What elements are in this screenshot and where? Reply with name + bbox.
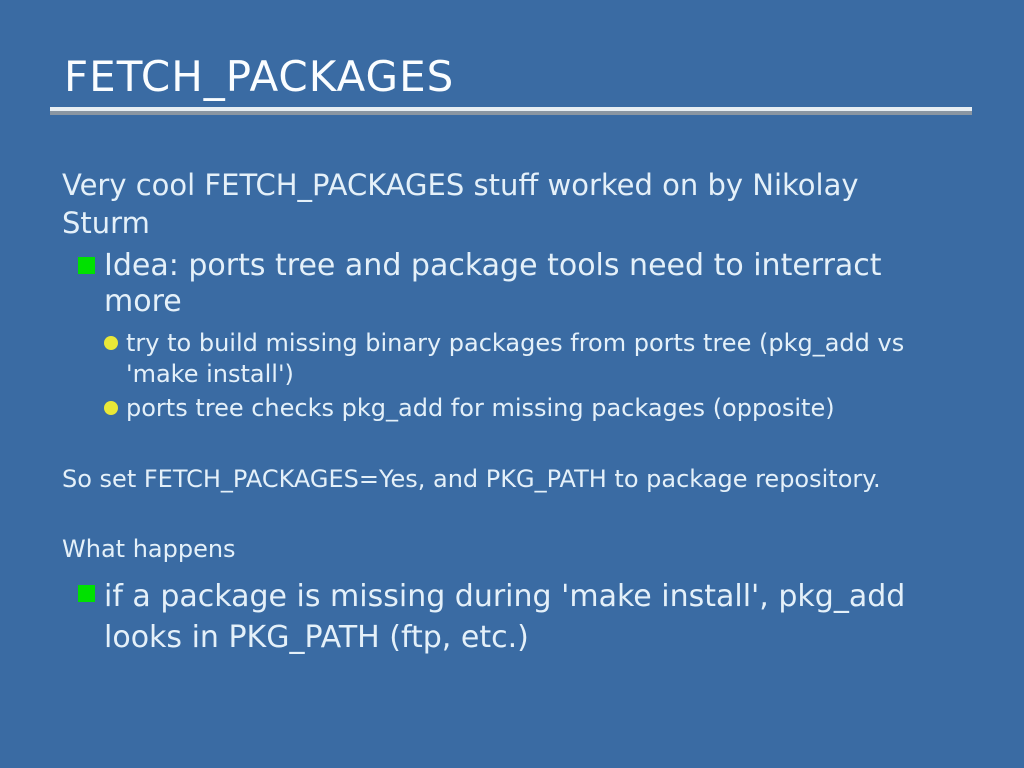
slide-title: FETCH_PACKAGES (64, 52, 455, 101)
title-underline-shadow-line (50, 111, 972, 115)
sub-bullet-line-1: ports tree checks pkg_add for missing packages (opposite) (126, 394, 835, 422)
sub-bullet-text (126, 393, 835, 424)
bullet-line-1: Idea: ports tree and package tools need to interract (104, 248, 882, 283)
yellow-circle-bullet-icon (104, 401, 118, 415)
title-underline (50, 107, 972, 115)
sub-bullet-text (126, 328, 904, 390)
sub-bullet-line-1: try to build missing binary packages from ports tree (pkg_add vs (126, 329, 905, 357)
green-square-bullet-icon (78, 257, 95, 274)
bullet-item-idea (78, 248, 882, 320)
bullet-item-missing-package (78, 576, 905, 658)
intro-line-1: Very cool FETCH_PACKAGES stuff worked on by Nikolay (62, 168, 859, 202)
what-happens-paragraph: What happens (62, 535, 236, 563)
bullet-line-2: more (104, 284, 182, 319)
bullet-line-2: looks in PKG_PATH (ftp, etc.) (104, 620, 529, 655)
intro-paragraph (62, 166, 859, 242)
sub-bullet-item-checks (104, 393, 835, 424)
intro-line-2: Sturm (62, 206, 150, 240)
bullet-text (104, 248, 882, 320)
bullet-line-1: if a package is missing during 'make install', pkg_add (104, 579, 906, 614)
bullet-text (104, 576, 905, 658)
sub-bullet-line-2: 'make install') (126, 360, 294, 388)
sub-bullet-item-build (104, 328, 904, 390)
so-set-paragraph: So set FETCH_PACKAGES=Yes, and PKG_PATH to package repository. (62, 465, 881, 493)
yellow-circle-bullet-icon (104, 336, 118, 350)
green-square-bullet-icon (78, 585, 95, 602)
